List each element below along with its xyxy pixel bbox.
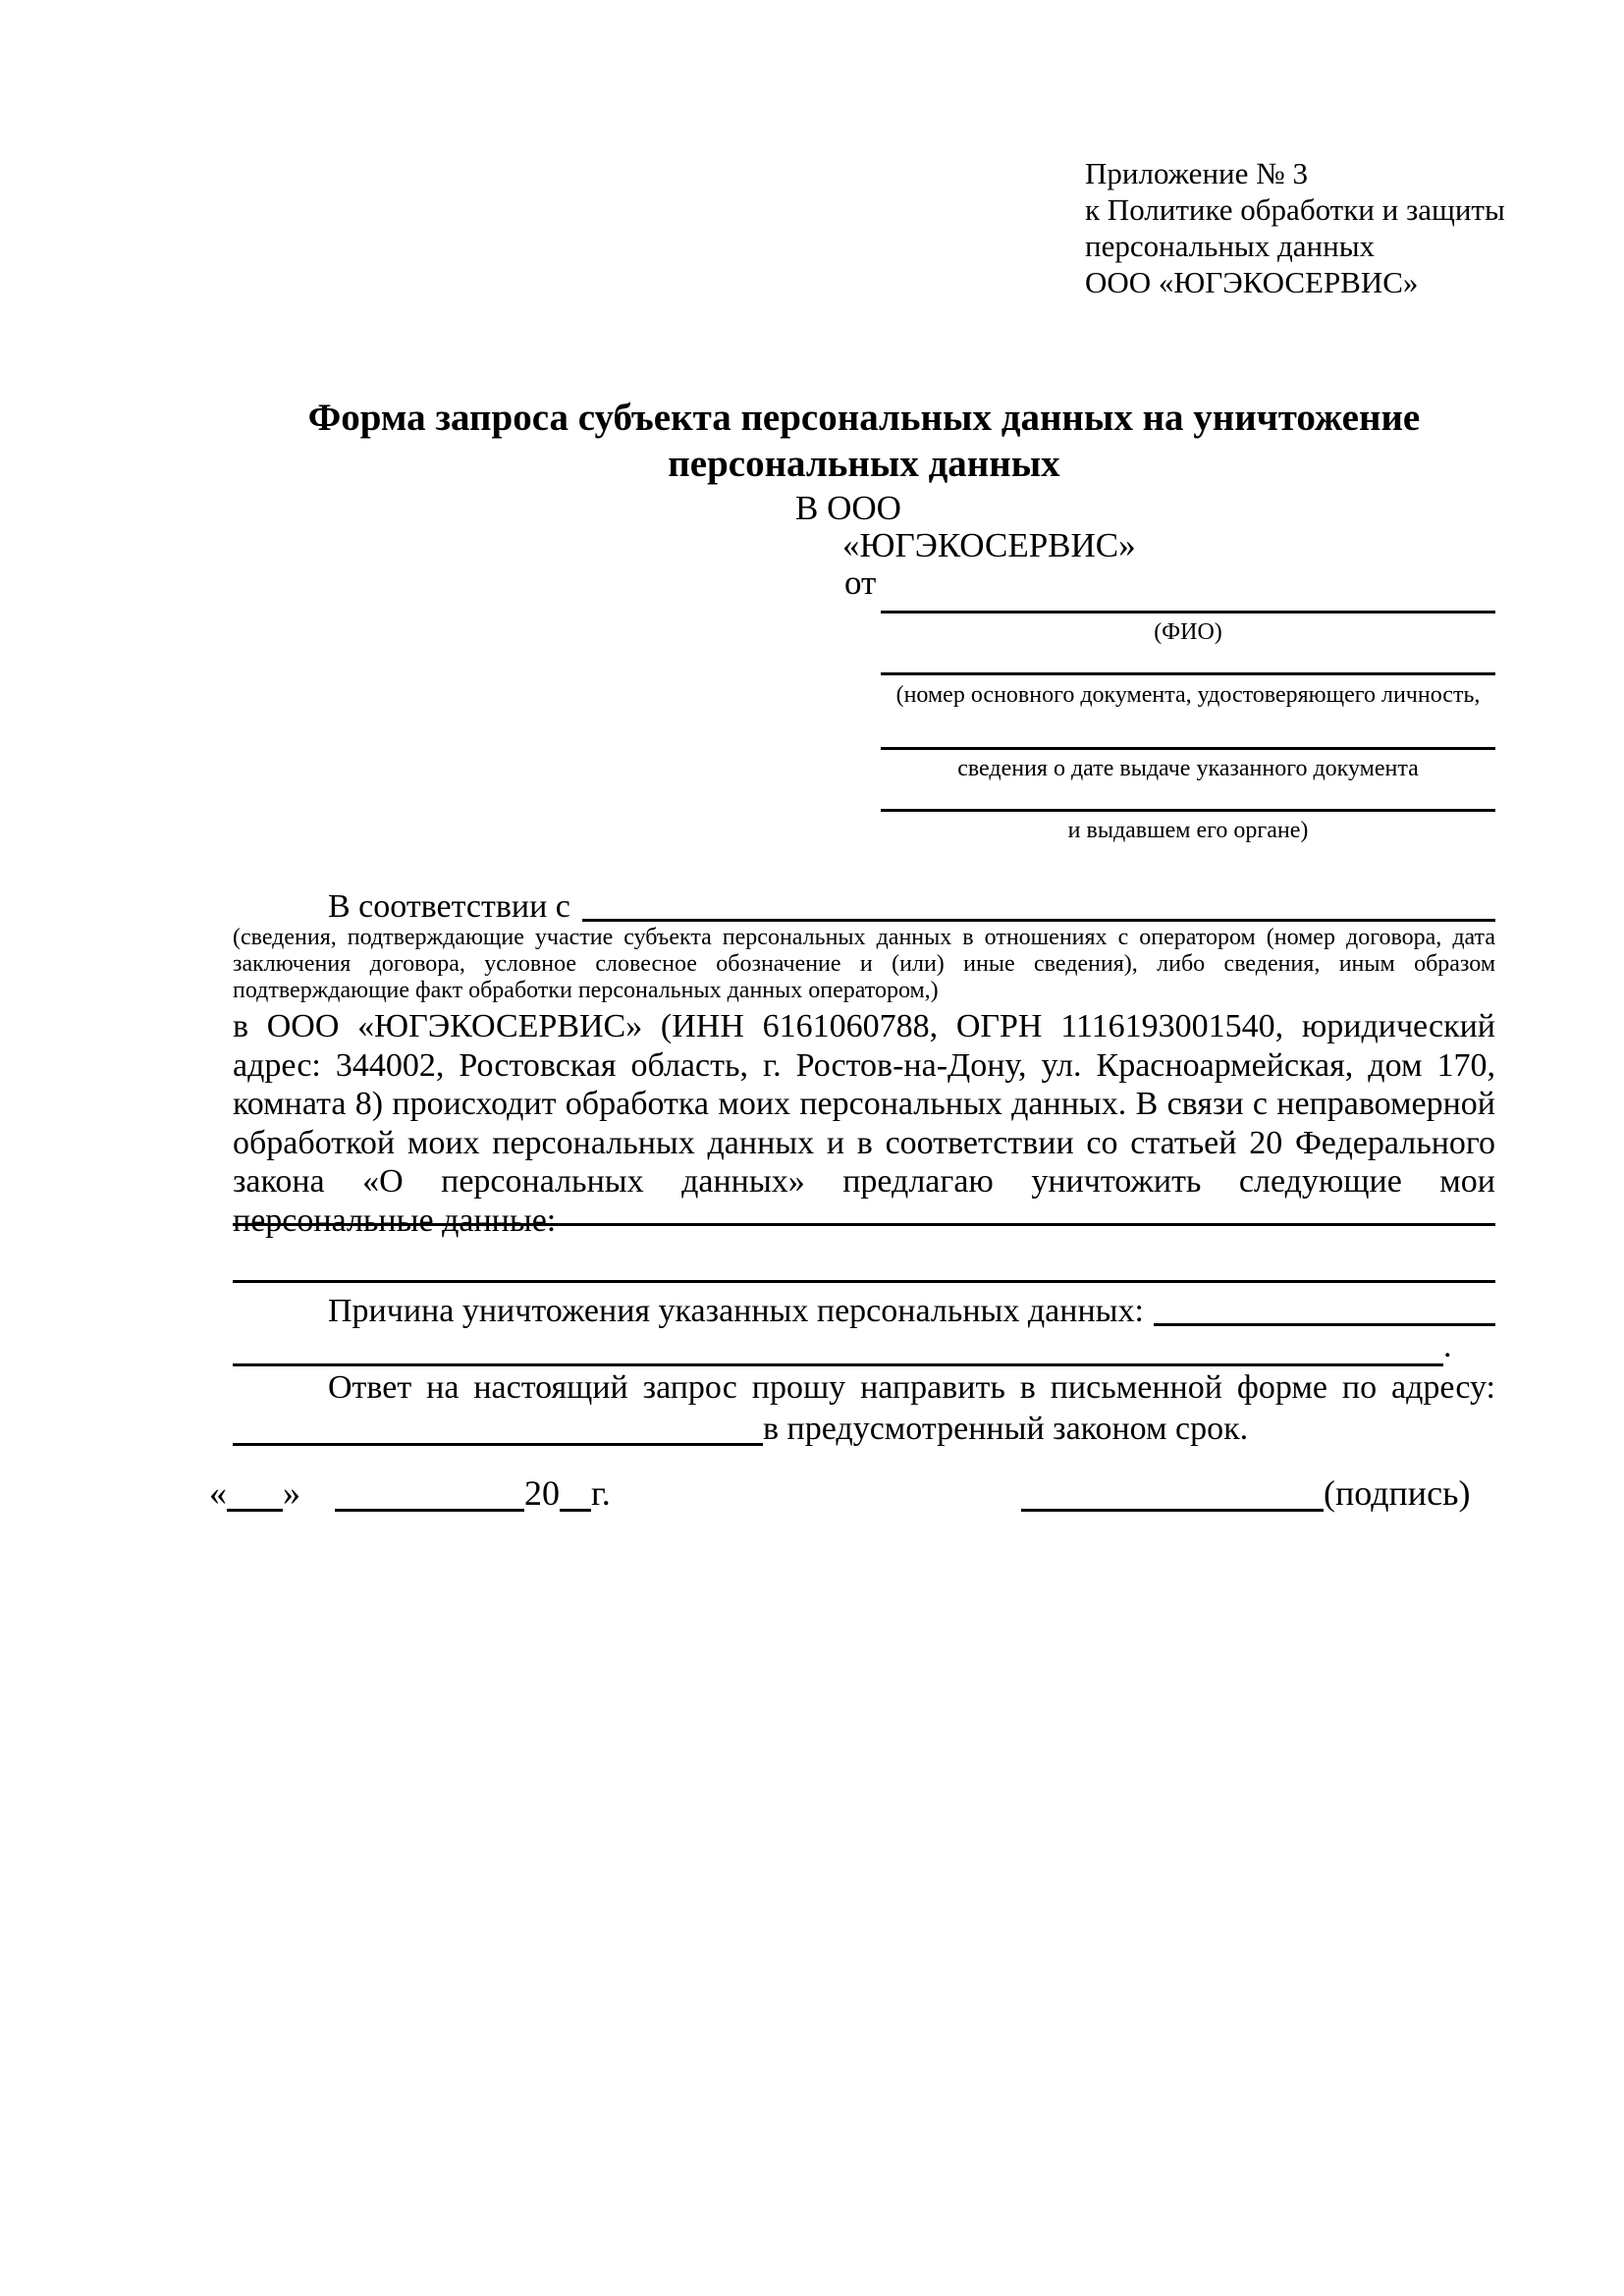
accordance-note: (сведения, подтверждающие участие субъекта персональных данных в отношениях с оператором (номер договора, дата заключения договора, условное словесное обозначение и (или) иные сведения), либо сведения, иным образом подтверждающие факт обработки персональных данных оператором,)	[233, 925, 1495, 1003]
annex-header	[1085, 155, 1505, 300]
accordance-prefix: В соответствии с	[328, 888, 570, 925]
document-title-line2: персональных данных	[668, 443, 1060, 485]
month-blank-line	[335, 1509, 524, 1512]
annex-policy-line2: персональных данных	[1085, 229, 1376, 263]
reason-period: .	[1443, 1328, 1452, 1364]
document-title-line1: Форма запроса субъекта персональных данных на уничтожение	[307, 397, 1421, 439]
signature-caption: (подпись)	[1324, 1473, 1471, 1513]
annex-number: Приложение № 3	[1085, 156, 1308, 190]
fio-blank-line	[881, 611, 1495, 614]
issue-date-caption: сведения о дате выдаче указанного документа	[957, 756, 1419, 781]
accordance-row	[233, 887, 1495, 927]
day-blank-line	[227, 1509, 283, 1512]
signature-blank-line	[1021, 1509, 1324, 1512]
reason-row	[233, 1292, 1495, 1331]
response-request: Ответ на настоящий запрос прошу направить в письменной форме по адресу:	[328, 1369, 1495, 1406]
year-blank-line	[560, 1509, 591, 1512]
issuing-authority-caption: и выдавшем его органе)	[1067, 818, 1309, 843]
reason-blank-line-2	[233, 1363, 1443, 1366]
recipient-to-prefix: В ООО	[795, 489, 901, 527]
recipient-org-name: «ЮГЭКОСЕРВИС»	[842, 526, 1136, 564]
reason-label: Причина уничтожения указанных персональных данных:	[328, 1293, 1144, 1329]
date-close-quote: »	[283, 1473, 300, 1513]
reason-continuation-row	[233, 1327, 1495, 1366]
fio-caption: (ФИО)	[1154, 619, 1222, 645]
accordance-blank-line	[582, 919, 1495, 922]
address-blank-line	[233, 1443, 763, 1446]
annex-org-name: ООО «ЮГЭКОСЕРВИС»	[1085, 265, 1419, 299]
personal-data-blank-line-2	[233, 1280, 1495, 1283]
response-tail: в предусмотренный законом срок.	[763, 1411, 1249, 1447]
year-prefix: 20	[524, 1473, 560, 1513]
personal-data-blank-line-1	[233, 1223, 1495, 1226]
response-address-row	[233, 1410, 1495, 1449]
date-block	[209, 1472, 611, 1514]
document-title	[233, 395, 1495, 487]
main-paragraph: в ООО «ЮГЭКОСЕРВИС» (ИНН 6161060788, ОГРН 1116193001540, юридический адрес: 344002, Ростовская область, г. Ростов-на-Дону, ул. Красноармейская, дом 170, комната 8) происходит обработка моих персональных данных. В связи с неправомерной обработкой моих персональных данных и в соответствии со статьей 20 Федерального закона «О персональных данных» предлагаю уничтожить следующие мои персональные данные:	[233, 1008, 1495, 1239]
annex-policy-line1: к Политике обработки и защиты	[1085, 192, 1505, 227]
date-open-quote: «	[209, 1473, 227, 1513]
reason-blank-line	[1154, 1323, 1495, 1326]
recipient-from-label: от	[844, 563, 877, 602]
issuing-authority-blank-line	[881, 809, 1495, 812]
document-number-blank-line	[881, 672, 1495, 675]
year-suffix: г.	[591, 1473, 611, 1513]
signature-block	[1021, 1472, 1470, 1514]
issue-date-blank-line	[881, 747, 1495, 750]
document-number-caption: (номер основного документа, удостоверяющего личность,	[895, 682, 1481, 708]
